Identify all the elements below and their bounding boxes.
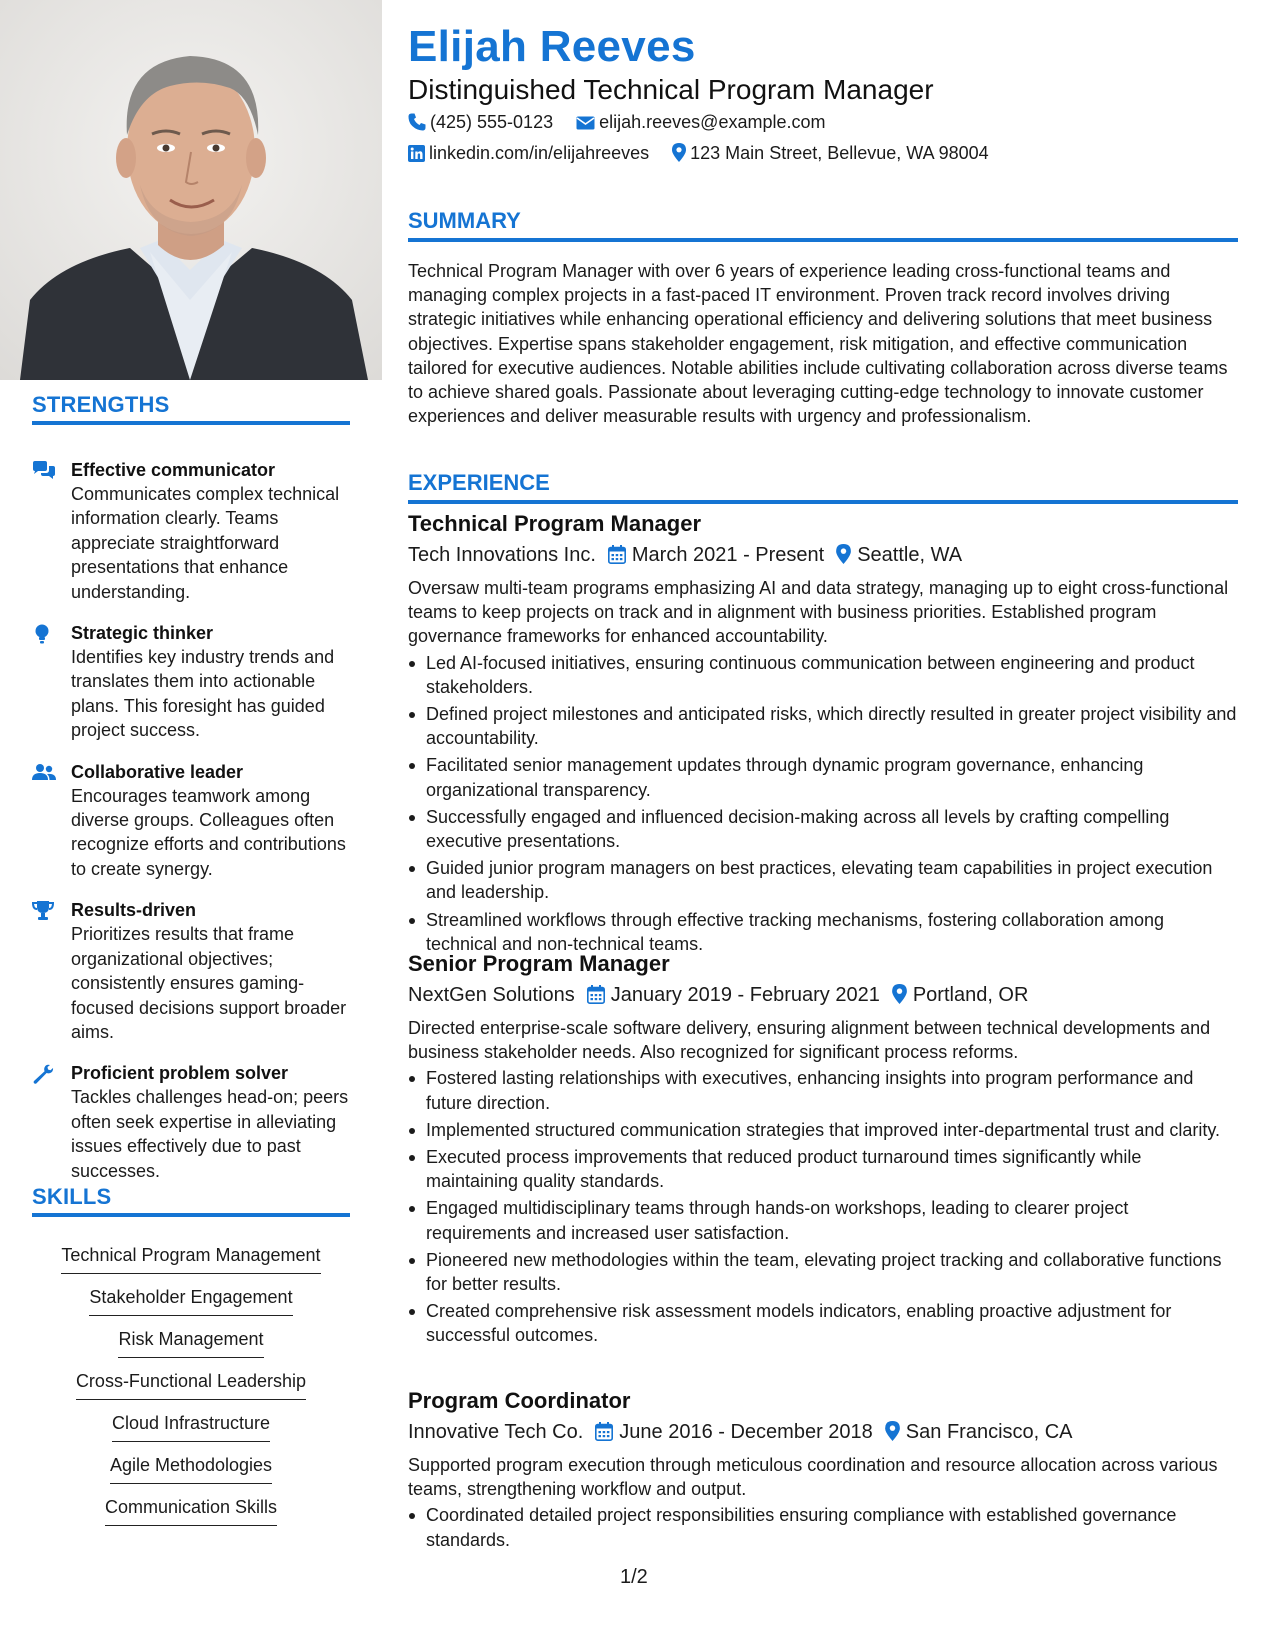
job-description: Directed enterprise-scale software delivery, ensuring alignment between technical developments and business stakeholder needs. Also recognized for significant process reforms. xyxy=(408,1018,1211,1063)
job-bullet: Implemented structured communication strategies that improved inter-departmental trust and clarity. xyxy=(408,1118,1238,1142)
job-bullet: Coordinated detailed project responsibilities ensuring compliance with established governance standards. xyxy=(408,1503,1238,1551)
sidebar xyxy=(0,0,382,1650)
calendar-icon xyxy=(587,985,605,1004)
strength-item xyxy=(32,458,350,604)
skill-item: Cloud Infrastructure xyxy=(112,1412,270,1442)
wrench-icon xyxy=(32,1064,56,1084)
candidate-name: Elijah Reeves xyxy=(408,22,696,71)
phone-contact[interactable] xyxy=(408,112,553,133)
job-bullets xyxy=(408,1503,1238,1551)
job-dates: January 2019 - February 2021 xyxy=(610,984,880,1006)
job-meta xyxy=(408,1417,1238,1447)
job-title: Program Coordinator xyxy=(408,1388,631,1413)
strength-item xyxy=(32,898,350,1044)
job-bullet: Successfully engaged and influenced decision-making across all levels by crafting compelling executive presentations. xyxy=(408,805,1238,853)
job-entry xyxy=(408,1387,1238,1555)
skill-item: Agile Methodologies xyxy=(110,1454,272,1484)
phone-text: (425) 555-0123 xyxy=(430,112,554,132)
strength-desc: Prioritizes results that frame organizational objectives; consistently ensures gaming-focused decisions support broader aims. xyxy=(71,924,347,1042)
trophy-icon xyxy=(32,901,56,921)
strength-title: Results-driven xyxy=(71,900,197,921)
phone-icon xyxy=(408,113,426,131)
job-bullet: Streamlined workflows through effective tracking mechanisms, fostering collaboration among technical and non-technical teams. xyxy=(408,908,1238,956)
job-bullet: Led AI-focused initiatives, ensuring continuous communication between engineering and product stakeholders. xyxy=(408,651,1238,699)
job-entry xyxy=(408,510,1238,959)
job-company: NextGen Solutions xyxy=(408,984,575,1006)
profile-photo xyxy=(0,0,382,380)
strength-title: Effective communicator xyxy=(71,460,276,480)
job-meta xyxy=(408,540,1238,570)
summary-heading: SUMMARY xyxy=(408,208,1238,242)
strength-desc: Encourages teamwork among diverse groups. Colleagues often recognize efforts and contributions to create synergy. xyxy=(71,785,346,879)
skill-item: Risk Management xyxy=(118,1328,263,1358)
calendar-icon xyxy=(608,545,626,564)
linkedin-text: linkedin.com/in/elijahreeves xyxy=(429,143,650,163)
location-icon xyxy=(672,143,686,162)
strength-desc: Communicates complex technical information clearly. Teams appreciate straightforward presentations that enhance understanding. xyxy=(71,484,340,602)
email-icon xyxy=(576,115,595,131)
strength-title: Proficient problem solver xyxy=(71,1063,289,1084)
job-bullets xyxy=(408,651,1238,956)
skill-item: Stakeholder Engagement xyxy=(89,1286,292,1316)
strength-title: Strategic thinker xyxy=(71,623,214,644)
email-contact[interactable] xyxy=(576,112,825,133)
contact-row xyxy=(408,112,843,133)
job-bullet: Executed process improvements that reduced product turnaround times significantly while maintaining quality standards. xyxy=(408,1145,1238,1193)
skill-item: Communication Skills xyxy=(105,1496,277,1526)
job-dates: March 2021 - Present xyxy=(631,544,825,566)
job-bullet: Pioneered new methodologies within the team, elevating project tracking and collaborative functions for better results. xyxy=(408,1248,1238,1296)
strengths-heading: STRENGTHS xyxy=(32,392,350,425)
page-number: 1/2 xyxy=(620,1566,648,1588)
job-entry xyxy=(408,950,1238,1351)
linkedin-contact[interactable] xyxy=(408,143,649,164)
job-bullet: Fostered lasting relationships with executives, enhancing insights into program performance and future direction. xyxy=(408,1066,1238,1114)
users-icon xyxy=(32,763,56,783)
strength-item xyxy=(32,760,350,882)
strength-desc: Tackles challenges head-on; peers often seek expertise in alleviating issues effectively due to past successes. xyxy=(71,1087,349,1181)
lightbulb-icon xyxy=(32,624,56,644)
job-location: San Francisco, CA xyxy=(905,1421,1073,1443)
job-bullet: Facilitated senior management updates through dynamic program governance, enhancing organizational transparency. xyxy=(408,753,1238,801)
address-contact xyxy=(672,143,989,164)
skills-list xyxy=(32,1244,350,1538)
skill-item: Technical Program Management xyxy=(61,1244,320,1274)
job-location: Portland, OR xyxy=(912,984,1029,1006)
email-text: elijah.reeves@example.com xyxy=(599,112,826,132)
skills-heading: SKILLS xyxy=(32,1184,350,1217)
job-bullets xyxy=(408,1066,1238,1347)
job-title: Senior Program Manager xyxy=(408,951,670,976)
job-title: Technical Program Manager xyxy=(408,511,702,536)
strengths-list xyxy=(32,458,350,1200)
location-icon xyxy=(892,984,907,1004)
address-text: 123 Main Street, Bellevue, WA 98004 xyxy=(690,143,989,163)
job-company: Innovative Tech Co. xyxy=(408,1421,584,1443)
strength-item xyxy=(32,621,350,743)
job-company: Tech Innovations Inc. xyxy=(408,544,596,566)
job-description: Oversaw multi-team programs emphasizing AI and data strategy, managing up to eight cross-functional teams to keep projects on track and in alignment with business priorities. Established program governance frameworks for enhanced accountability. xyxy=(408,578,1229,647)
strength-title: Collaborative leader xyxy=(71,761,244,782)
skill-item: Cross-Functional Leadership xyxy=(76,1370,306,1400)
strength-desc: Identifies key industry trends and translates them into actionable plans. This foresight has guided project success. xyxy=(71,647,335,741)
experience-heading: EXPERIENCE xyxy=(408,470,1238,504)
linkedin-icon xyxy=(408,145,425,162)
job-dates: June 2016 - December 2018 xyxy=(619,1421,873,1443)
job-bullet: Engaged multidisciplinary teams through hands-on workshops, leading to clearer project requirements and increased user satisfaction. xyxy=(408,1196,1238,1244)
job-location: Seattle, WA xyxy=(857,544,963,566)
contact-row-2 xyxy=(408,143,1007,164)
candidate-title: Distinguished Technical Program Manager xyxy=(408,74,934,105)
job-bullet: Created comprehensive risk assessment models indicators, enabling proactive adjustment for successful outcomes. xyxy=(408,1299,1238,1347)
job-bullet: Defined project milestones and anticipated risks, which directly resulted in greater project visibility and accountability. xyxy=(408,702,1238,750)
strength-item xyxy=(32,1061,350,1183)
job-description: Supported program execution through meticulous coordination and resource allocation across various teams, strengthening workflow and output. xyxy=(408,1455,1218,1500)
calendar-icon xyxy=(595,1422,613,1441)
job-meta xyxy=(408,980,1238,1010)
location-icon xyxy=(885,1421,900,1441)
location-icon xyxy=(836,544,851,564)
chat-icon xyxy=(32,461,56,481)
job-bullet: Guided junior program managers on best practices, elevating team capabilities in project execution and leadership. xyxy=(408,856,1238,904)
summary-text: Technical Program Manager with over 6 years of experience leading cross-functional teams and managing complex projects in a fast-paced IT environment. Proven track record involves driving strategic initiatives while enhancing operational efficiency and delivering solutions that meet business objectives. Expertise spans stakeholder engagement, risk mitigation, and effective communication tailored for executive audiences. Notable abilities include cultivating collaboration across diverse teams to achieve shared goals. Passionate about leveraging cutting-edge technology to innovate customer experiences and deliver measurable results with urgency and professionalism. xyxy=(408,261,1228,427)
